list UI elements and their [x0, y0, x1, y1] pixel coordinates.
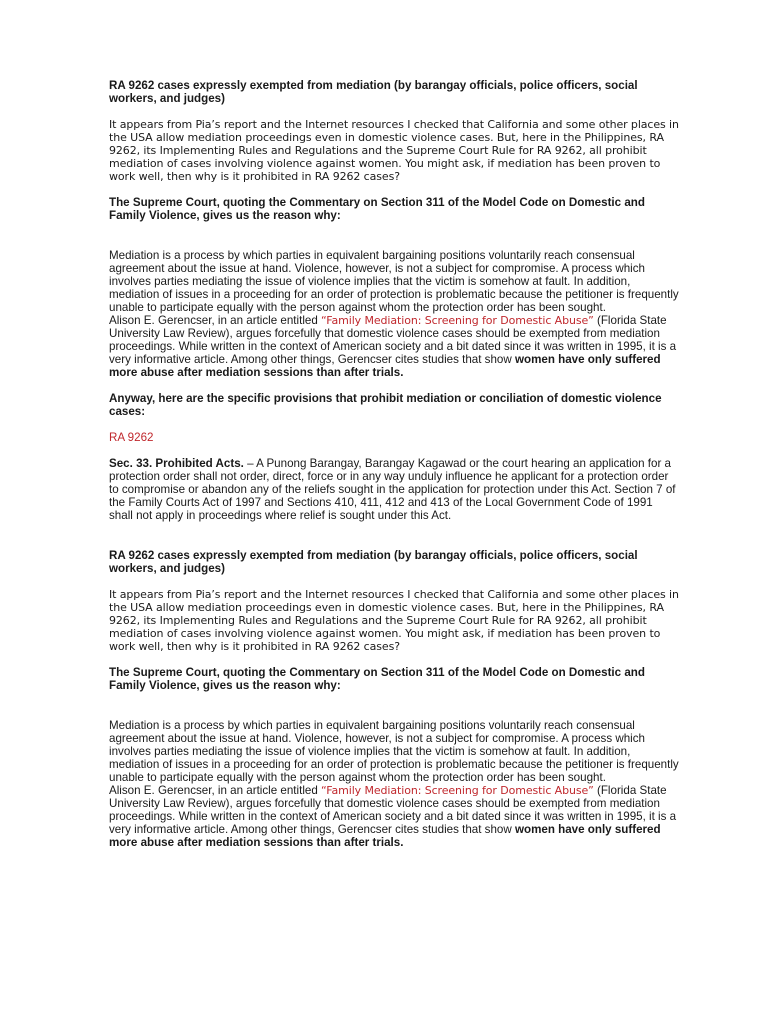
- sec-33-body: – A Punong Barangay, Barangay Kagawad or the court hearing an application for a protection order shall not order, direct, force or in any way unduly influence he applicant for a protection order to compromise or abandon any of the reliefs sought in the application for protection under this Act. Section 7 of the Family Courts Act of 1997 and Sections 410, 411, 412 and 413 of the Local Government Code of 1991 shall not apply in proceedings where relief is sought under this Act.: [109, 457, 676, 522]
- document-page: [109, 79, 679, 849]
- section-heading: RA 9262 cases expressly exempted from mediation (by barangay officials, police officers, social workers, and judges): [109, 79, 638, 105]
- article-link-repeat[interactable]: “Family Mediation: Screening for Domestic Abuse”: [321, 784, 594, 797]
- gerencser-paragraph: [109, 314, 679, 379]
- gerencser-text-pre-repeat: Alison E. Gerencser, in an article entitled: [109, 784, 322, 797]
- mediation-quote: Mediation is a process by which parties in equivalent bargaining positions voluntarily reach consensual agreement about the issue at hand. Violence, however, is not a subject for compromise. A process which involves parties mediating the issue of violence implies that the victim is somehow at fault. In addition, mediation of issues in a proceeding for an order of protection is problematic because the petitioner is frequently unable to participate equally with the person against whom the protection order has been sought.: [109, 249, 679, 314]
- gerencser-paragraph-repeat: [109, 784, 679, 849]
- mediation-quote-repeat: Mediation is a process by which parties in equivalent bargaining positions voluntarily reach consensual agreement about the issue at hand. Violence, however, is not a subject for compromise. A process which involves parties mediating the issue of violence implies that the victim is somehow at fault. In addition, mediation of issues in a proceeding for an order of protection is problematic because the petitioner is frequently unable to participate equally with the person against whom the protection order has been sought.: [109, 719, 679, 784]
- gerencser-bold-finding-repeat: women have only suffered more abuse after mediation sessions than after trials.: [109, 823, 661, 849]
- intro-paragraph: It appears from Pia’s report and the Internet resources I checked that California and some other places in the USA allow mediation proceedings even in domestic violence cases. But, here in the Philippines, RA 9262, its Implementing Rules and Regulations and the Supreme Court Rule for RA 9262, all prohibit mediation of cases involving violence against women. You might ask, if mediation has been proven to work well, then why is it prohibited in RA 9262 cases?: [109, 118, 679, 183]
- gerencser-text-pre: Alison E. Gerencser, in an article entitled: [109, 314, 322, 327]
- gerencser-bold-finding: women have only suffered more abuse after mediation sessions than after trials.: [109, 353, 661, 379]
- intro-paragraph-repeat: It appears from Pia’s report and the Internet resources I checked that California and some other places in the USA allow mediation proceedings even in domestic violence cases. But, here in the Philippines, RA 9262, its Implementing Rules and Regulations and the Supreme Court Rule for RA 9262, all prohibit mediation of cases involving violence against women. You might ask, if mediation has been proven to work well, then why is it prohibited in RA 9262 cases?: [109, 588, 679, 653]
- gerencser-text-post-repeat: (Florida State University Law Review), argues forcefully that domestic violence cases should be exempted from mediation proceedings. While written in the context of American society and a bit dated since it was written in 1995, it is a very informative article. Among other things, Gerencser cites studies that show: [109, 784, 677, 836]
- sec-33-paragraph: [109, 457, 679, 522]
- supreme-court-subheading: The Supreme Court, quoting the Commentary on Section 311 of the Model Code on Domestic and Family Violence, gives us the reason why:: [109, 196, 645, 222]
- sec-33-title: Sec. 33. Prohibited Acts.: [109, 457, 244, 470]
- provisions-heading: Anyway, here are the specific provisions that prohibit mediation or conciliation of domestic violence cases:: [109, 392, 662, 418]
- article-link[interactable]: “Family Mediation: Screening for Domestic Abuse”: [321, 314, 594, 327]
- section-heading-repeat: RA 9262 cases expressly exempted from mediation (by barangay officials, police officers, social workers, and judges): [109, 549, 638, 575]
- supreme-court-subheading-repeat: The Supreme Court, quoting the Commentary on Section 311 of the Model Code on Domestic and Family Violence, gives us the reason why:: [109, 666, 645, 692]
- gerencser-text-post: (Florida State University Law Review), argues forcefully that domestic violence cases should be exempted from mediation proceedings. While written in the context of American society and a bit dated since it was written in 1995, it is a very informative article. Among other things, Gerencser cites studies that show: [109, 314, 677, 366]
- ra-9262-link[interactable]: RA 9262: [109, 431, 154, 444]
